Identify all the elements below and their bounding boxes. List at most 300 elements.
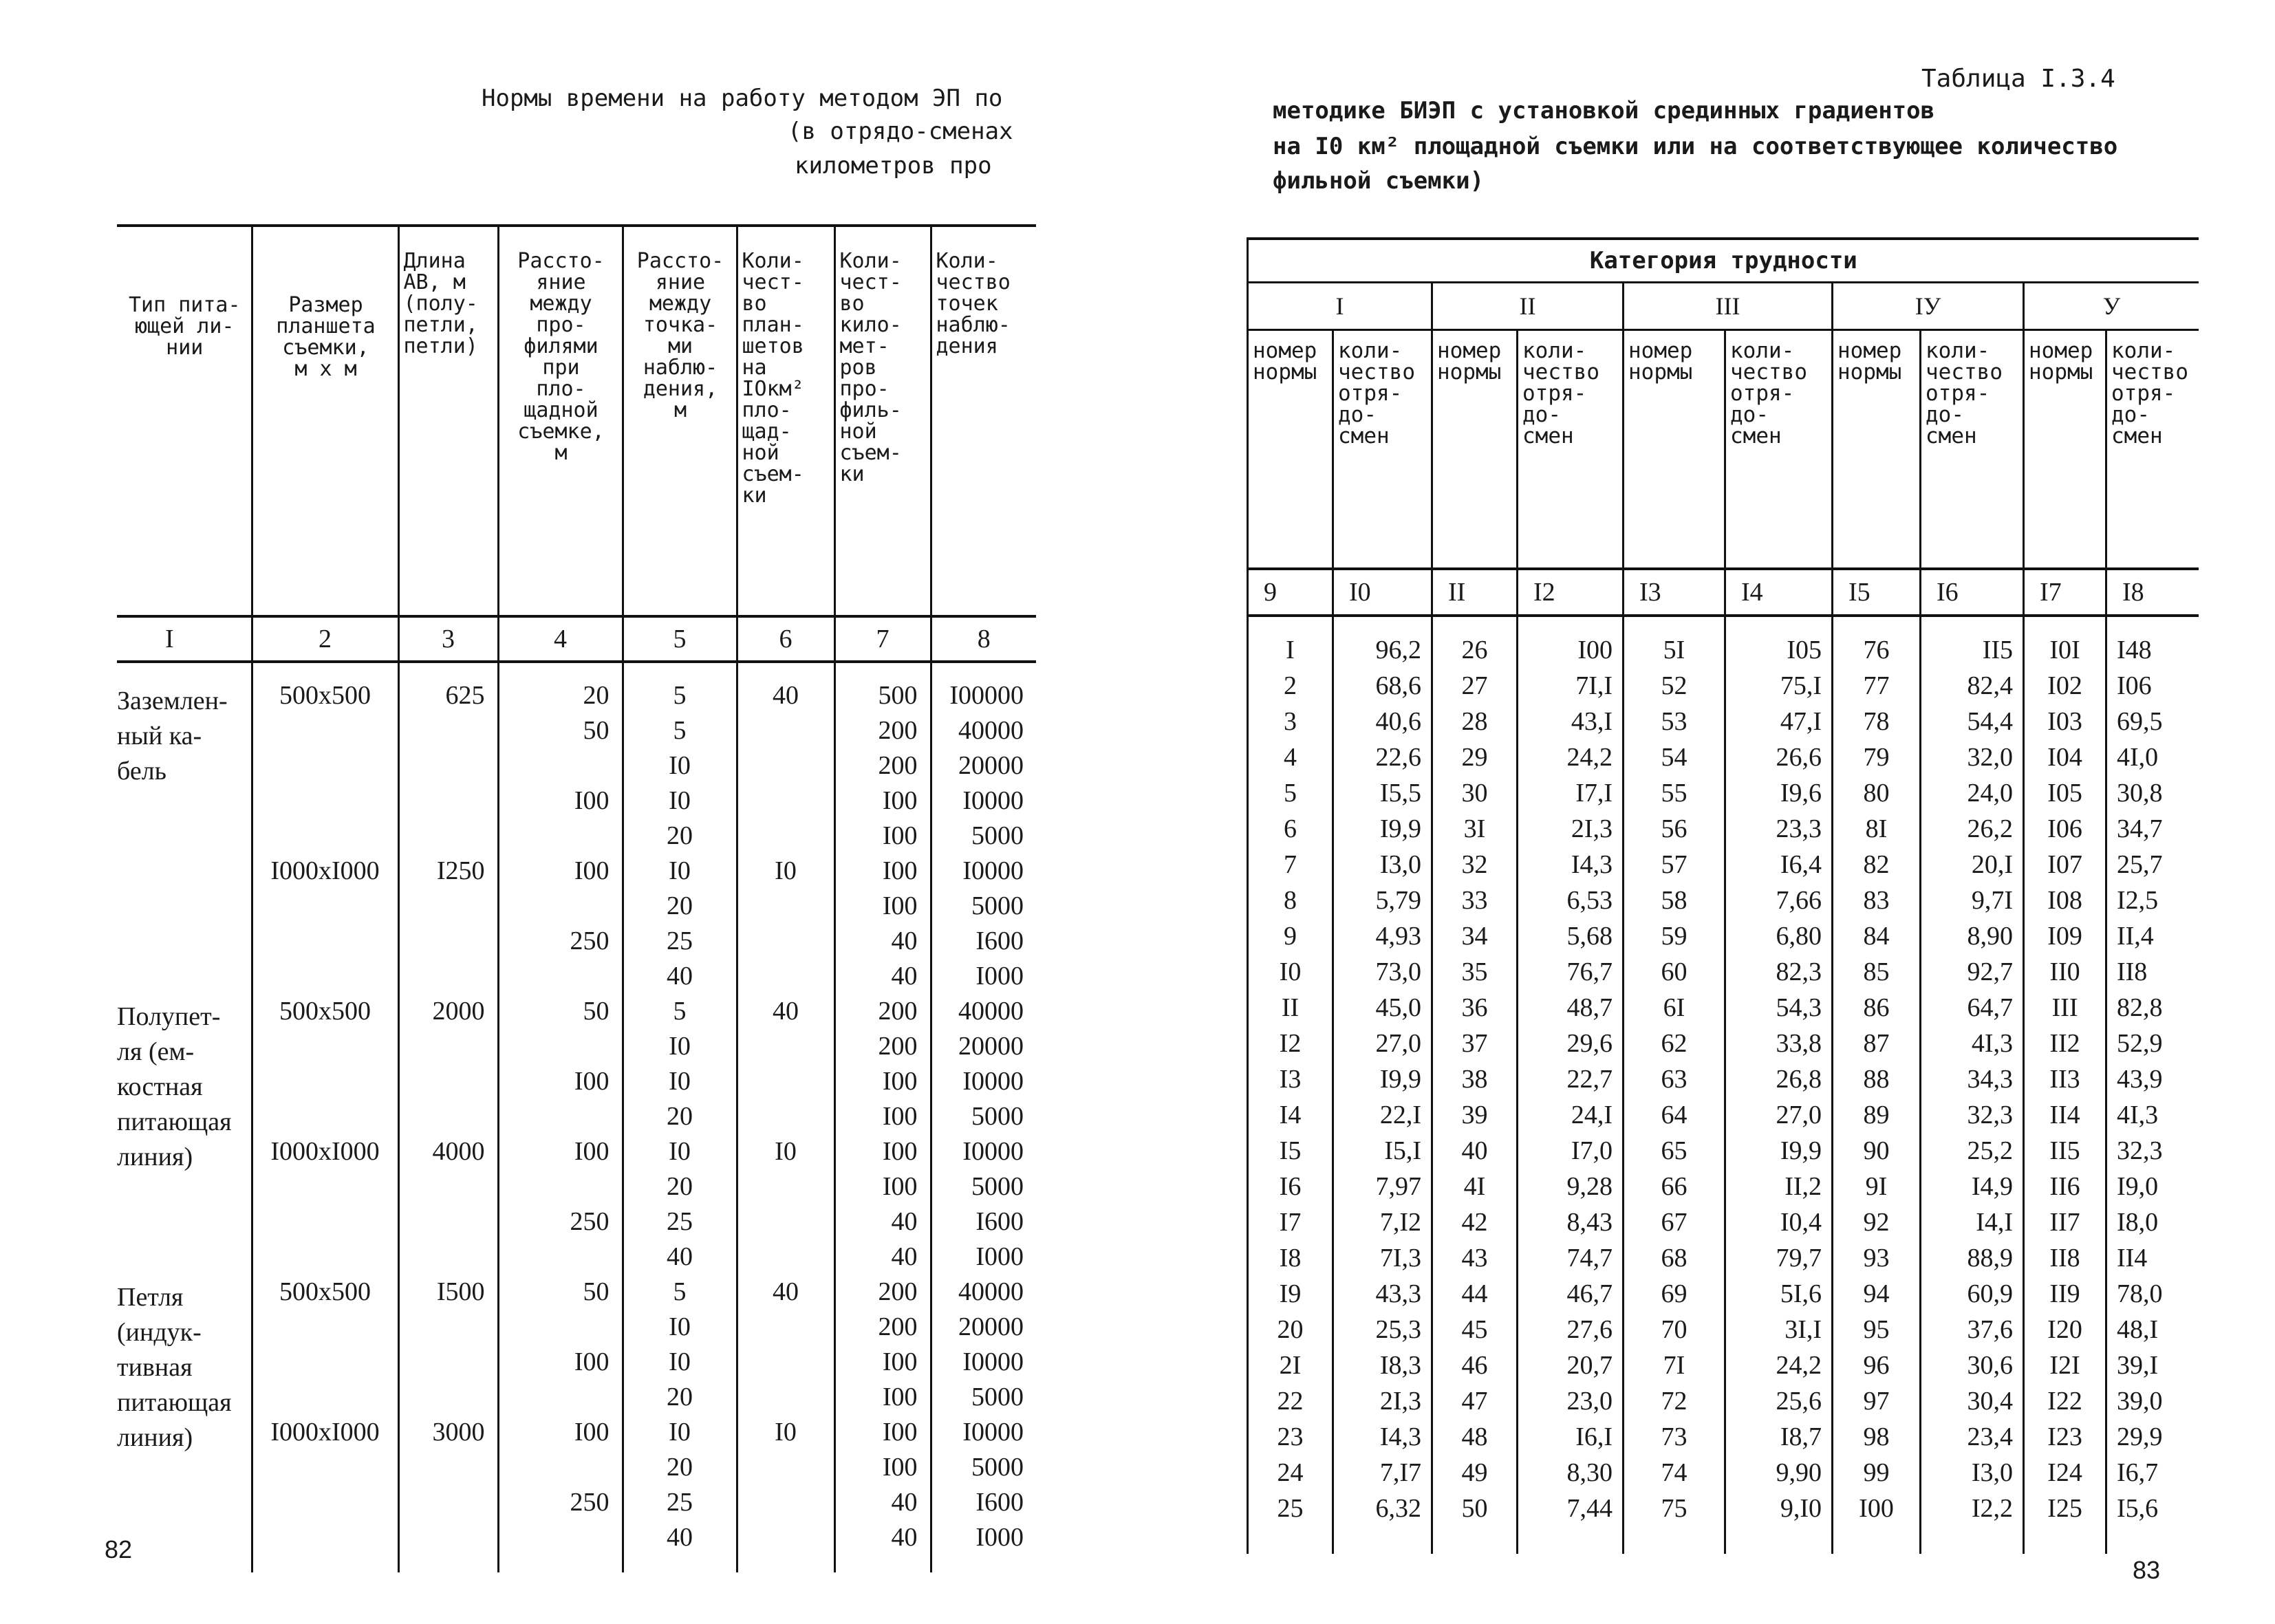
left-cell: 200 bbox=[878, 1277, 918, 1306]
left-cell: I00 bbox=[882, 856, 918, 885]
left-cell: 40 bbox=[891, 1523, 918, 1552]
left-cell: I000 bbox=[975, 1242, 1024, 1271]
right-cell: 96,2 bbox=[1375, 636, 1421, 664]
right-cell: I5 bbox=[1279, 1136, 1302, 1165]
left-column-number: 8 bbox=[931, 616, 1036, 662]
norm-number-header: номер нормы bbox=[1253, 338, 1317, 385]
right-cell: 36 bbox=[1461, 993, 1488, 1022]
right-cell: 76 bbox=[1863, 636, 1890, 664]
left-cell bbox=[738, 1029, 834, 1064]
right-cell: I5,5 bbox=[1379, 779, 1421, 808]
left-cell bbox=[253, 1520, 398, 1555]
left-cell: I00 bbox=[574, 1418, 610, 1447]
right-cell: 39,0 bbox=[2117, 1387, 2163, 1416]
right-cell: I8,7 bbox=[1780, 1422, 1822, 1451]
right-cell: 9,I0 bbox=[1780, 1494, 1822, 1523]
category-iv: IУ bbox=[1833, 283, 2024, 330]
right-cell: I25 bbox=[2047, 1494, 2082, 1523]
left-cell: 500x500 bbox=[279, 997, 371, 1026]
right-cell: 7 bbox=[1284, 850, 1297, 879]
right-cell: 92 bbox=[1863, 1208, 1890, 1237]
right-cell: 24,0 bbox=[1967, 779, 2013, 808]
right-cell: 39,I bbox=[2117, 1351, 2159, 1380]
line-type-cell bbox=[117, 662, 252, 1572]
right-cell: 98 bbox=[1863, 1422, 1890, 1451]
right-cell: II5 bbox=[2049, 1136, 2080, 1165]
right-cell: I0I bbox=[2049, 636, 2080, 664]
left-cell: 5000 bbox=[971, 1383, 1024, 1411]
left-col-point-distance bbox=[623, 662, 737, 1572]
left-cell bbox=[253, 1169, 398, 1204]
right-cell: 8 bbox=[1284, 886, 1297, 915]
left-col-profile-distance bbox=[498, 662, 623, 1572]
left-cell: 20000 bbox=[958, 751, 1024, 780]
right-cell: I8 bbox=[1279, 1244, 1302, 1273]
right-cell: I9,9 bbox=[1379, 1065, 1421, 1094]
left-cell: 40 bbox=[773, 997, 799, 1026]
norm-number-header: номер нормы bbox=[1624, 330, 1725, 570]
right-cell: 28 bbox=[1461, 707, 1488, 736]
left-cell: I00 bbox=[882, 1418, 918, 1447]
right-cell: I7,I bbox=[1575, 779, 1613, 808]
right-cell: 40,6 bbox=[1375, 707, 1421, 736]
left-cell bbox=[400, 1064, 497, 1099]
left-cell bbox=[400, 1380, 497, 1415]
right-cell: 83 bbox=[1863, 886, 1890, 915]
left-cell: I0000 bbox=[962, 1137, 1024, 1166]
right-cell: 64,7 bbox=[1967, 993, 2013, 1022]
left-cell bbox=[253, 1380, 398, 1415]
right-column-number: I0 bbox=[1333, 569, 1432, 616]
left-cell: 25 bbox=[667, 927, 693, 955]
right-cell: 30,6 bbox=[1967, 1351, 2013, 1380]
right-cell: I22 bbox=[2047, 1387, 2082, 1416]
left-cell bbox=[738, 1450, 834, 1485]
left-col-ab-length bbox=[398, 662, 498, 1572]
left-cell bbox=[253, 1029, 398, 1064]
left-cell bbox=[400, 1029, 497, 1064]
right-cell: 54,4 bbox=[1967, 707, 2013, 736]
left-cell: I00 bbox=[882, 1172, 918, 1201]
left-cell bbox=[738, 1064, 834, 1099]
right-cell: 33 bbox=[1461, 886, 1488, 915]
right-cell: I09 bbox=[2047, 922, 2082, 951]
left-col-profile-km bbox=[834, 662, 931, 1572]
right-cell: II0 bbox=[2049, 957, 2080, 986]
left-cell bbox=[738, 924, 834, 959]
left-cell bbox=[253, 1239, 398, 1275]
left-cell: 500x500 bbox=[279, 1277, 371, 1306]
right-cell: 37 bbox=[1461, 1029, 1488, 1058]
right-cell: 8I bbox=[1865, 814, 1888, 843]
right-cell: 5I,6 bbox=[1780, 1279, 1822, 1308]
right-cell: 5 bbox=[1284, 779, 1297, 808]
right-cell: I6,I bbox=[1575, 1422, 1613, 1451]
shift-count-column bbox=[1333, 616, 1432, 1554]
right-cell: 99 bbox=[1863, 1458, 1890, 1487]
right-column-number: I2 bbox=[1518, 569, 1624, 616]
left-column-number: I bbox=[117, 616, 252, 662]
right-cell: I06 bbox=[2047, 814, 2082, 843]
left-cell: I000xI000 bbox=[270, 856, 380, 885]
left-header-row bbox=[117, 226, 1036, 616]
right-cell: 56 bbox=[1661, 814, 1688, 843]
left-cell bbox=[400, 889, 497, 924]
left-title-line-3: километров про bbox=[795, 152, 992, 180]
norm-number-column bbox=[2024, 616, 2106, 1554]
left-cell bbox=[400, 748, 497, 783]
right-cell: 75 bbox=[1661, 1494, 1688, 1523]
left-cell bbox=[738, 713, 834, 748]
left-cell bbox=[400, 959, 497, 994]
right-cell: 43,3 bbox=[1375, 1279, 1421, 1308]
right-cell: 46 bbox=[1461, 1351, 1488, 1380]
right-cell: 7I bbox=[1663, 1351, 1685, 1380]
right-cell: 4I bbox=[1463, 1172, 1486, 1201]
right-cell: 60 bbox=[1661, 957, 1688, 986]
right-cell: II9 bbox=[2049, 1279, 2080, 1308]
right-title-line-3: фильной съемки) bbox=[1273, 167, 1485, 195]
left-cell: 50 bbox=[583, 997, 610, 1026]
right-cell: I03 bbox=[2047, 707, 2082, 736]
right-cell: 82 bbox=[1863, 850, 1890, 879]
right-cell: 6,32 bbox=[1375, 1494, 1421, 1523]
col-header-point-distance: Рассто- яние между точка- ми наблю- дения, м bbox=[623, 226, 737, 616]
right-cell: 25 bbox=[1277, 1494, 1304, 1523]
norm-number-column bbox=[1248, 616, 1333, 1554]
right-column-number: I7 bbox=[2024, 569, 2106, 616]
right-cell: I9,6 bbox=[1780, 779, 1822, 808]
left-cell bbox=[738, 819, 834, 854]
right-cell: 43 bbox=[1461, 1244, 1488, 1273]
left-cell bbox=[499, 889, 622, 924]
right-cell: 62 bbox=[1661, 1029, 1688, 1058]
right-cell: 69 bbox=[1661, 1279, 1688, 1308]
right-cell: 26,2 bbox=[1967, 814, 2013, 843]
norm-number-header: номер нормы bbox=[1432, 330, 1518, 570]
right-cell: 60,9 bbox=[1967, 1279, 2013, 1308]
left-cell: 20000 bbox=[958, 1312, 1024, 1341]
right-body-row bbox=[1248, 616, 2199, 1554]
shift-count-column bbox=[1518, 616, 1624, 1554]
right-cell: I48 bbox=[2117, 636, 2152, 664]
right-cell: I4,3 bbox=[1379, 1422, 1421, 1451]
left-cell bbox=[499, 1169, 622, 1204]
left-cell: I0 bbox=[669, 786, 691, 815]
left-column-number-row bbox=[117, 616, 1036, 662]
left-cell bbox=[253, 924, 398, 959]
left-title-line-2: (в отрядо-сменах bbox=[788, 118, 1013, 145]
right-cell: 45,0 bbox=[1375, 993, 1421, 1022]
right-cell: 24,2 bbox=[1566, 743, 1613, 772]
right-cell: I23 bbox=[2047, 1422, 2082, 1451]
right-cell: 63 bbox=[1661, 1065, 1688, 1094]
right-cell: 47 bbox=[1461, 1387, 1488, 1416]
left-cell: 5 bbox=[673, 716, 687, 745]
right-cell: 85 bbox=[1863, 957, 1890, 986]
right-cell: 26,8 bbox=[1776, 1065, 1822, 1094]
left-cell: 40 bbox=[891, 1242, 918, 1271]
category-row bbox=[1248, 283, 2199, 330]
right-cell: 96 bbox=[1863, 1351, 1890, 1380]
right-cell: II6 bbox=[2049, 1172, 2080, 1201]
left-cell: 20 bbox=[667, 891, 693, 920]
right-cell: 9,90 bbox=[1776, 1458, 1822, 1487]
left-cell: 40 bbox=[891, 962, 918, 990]
left-col-point-count bbox=[931, 662, 1036, 1572]
left-cell: 25 bbox=[667, 1207, 693, 1236]
right-cell: II5 bbox=[1982, 636, 2013, 664]
left-cell: 40000 bbox=[958, 1277, 1024, 1306]
left-cell bbox=[738, 1380, 834, 1415]
right-cell: II7 bbox=[2049, 1208, 2080, 1237]
left-cell: 5 bbox=[673, 681, 687, 710]
right-cell: I4 bbox=[1279, 1101, 1302, 1129]
right-cell: 6,80 bbox=[1776, 922, 1822, 951]
right-cell: 7I,I bbox=[1575, 671, 1613, 700]
right-cell: 47,I bbox=[1780, 707, 1822, 736]
left-cell bbox=[738, 1520, 834, 1555]
right-cell: I5,6 bbox=[2117, 1494, 2159, 1523]
right-cell: I8,3 bbox=[1379, 1351, 1421, 1380]
left-cell: I00 bbox=[882, 1347, 918, 1376]
right-cell: I02 bbox=[2047, 671, 2082, 700]
left-cell: I0 bbox=[669, 856, 691, 885]
right-title-line-2: на I0 км² площадной съемки или на соответствующее количество bbox=[1273, 133, 2118, 160]
left-cell: I0 bbox=[669, 1067, 691, 1096]
left-cell bbox=[253, 1485, 398, 1520]
right-cell: I24 bbox=[2047, 1458, 2082, 1487]
right-column-number: I4 bbox=[1725, 569, 1833, 616]
right-cell: I7,0 bbox=[1571, 1136, 1613, 1165]
shift-count-column bbox=[1725, 616, 1833, 1554]
col-header-point-count: Коли- чество точек наблю- дения bbox=[931, 226, 1036, 616]
left-cell bbox=[400, 1099, 497, 1134]
left-cell: I00 bbox=[882, 1383, 918, 1411]
right-cell: I9,9 bbox=[1780, 1136, 1822, 1165]
right-cell: I4,3 bbox=[1571, 850, 1613, 879]
right-cell: 27,0 bbox=[1375, 1029, 1421, 1058]
col-header-plot-size: Размер планшета съемки, м х м bbox=[252, 226, 398, 616]
left-cell: 20 bbox=[667, 1383, 693, 1411]
left-cell bbox=[738, 748, 834, 783]
left-cell: I0 bbox=[669, 1032, 691, 1061]
left-cell: 40 bbox=[891, 1207, 918, 1236]
left-cell: 250 bbox=[570, 1488, 610, 1517]
left-cell: I0 bbox=[775, 856, 797, 885]
right-cell: 35 bbox=[1461, 957, 1488, 986]
left-cell: 40000 bbox=[958, 997, 1024, 1026]
right-cell: 4I,3 bbox=[1971, 1029, 2013, 1058]
left-cell: 40 bbox=[667, 1242, 693, 1271]
right-cell: I04 bbox=[2047, 743, 2082, 772]
right-cell: 92,7 bbox=[1967, 957, 2013, 986]
right-cell: 27,6 bbox=[1566, 1315, 1613, 1344]
right-column-number: II bbox=[1432, 569, 1518, 616]
left-cell bbox=[253, 1345, 398, 1380]
left-cell: 5000 bbox=[971, 1453, 1024, 1482]
left-cell: I0 bbox=[669, 1347, 691, 1376]
left-column-number: 3 bbox=[398, 616, 498, 662]
left-cell: I0000 bbox=[962, 786, 1024, 815]
left-cell: I00 bbox=[882, 1137, 918, 1166]
right-cell: 3I bbox=[1463, 814, 1486, 843]
right-cell: 46,7 bbox=[1566, 1279, 1613, 1308]
left-page-number: 82 bbox=[105, 1535, 133, 1563]
col-header-line-type: Тип пита- ющей ли- нии bbox=[128, 293, 241, 360]
right-cell: 23,0 bbox=[1566, 1387, 1613, 1416]
left-cell bbox=[738, 1485, 834, 1520]
left-cell: I000 bbox=[975, 1523, 1024, 1552]
right-cell: 25,7 bbox=[2117, 850, 2163, 879]
right-cell: II,4 bbox=[2117, 922, 2154, 951]
left-cell: 20 bbox=[667, 1102, 693, 1131]
left-cell: I00 bbox=[574, 856, 610, 885]
right-cell: I00 bbox=[1577, 636, 1613, 664]
left-cell: I00 bbox=[574, 1067, 610, 1096]
right-cell: 22,I bbox=[1379, 1101, 1421, 1129]
right-cell: I0 bbox=[1279, 957, 1302, 986]
left-cell: 40 bbox=[891, 927, 918, 955]
shift-count-header: коли- чество отря- до- смен bbox=[1725, 330, 1833, 570]
left-cell: 40 bbox=[773, 1277, 799, 1306]
right-cell: 24 bbox=[1277, 1458, 1304, 1487]
left-cell bbox=[738, 1204, 834, 1239]
left-cell: I0000 bbox=[962, 856, 1024, 885]
left-cell bbox=[400, 783, 497, 819]
left-cell bbox=[400, 1450, 497, 1485]
shift-count-column bbox=[2106, 616, 2199, 1554]
right-cell: 30,8 bbox=[2117, 779, 2163, 808]
left-cell: I0 bbox=[669, 1418, 691, 1447]
left-cell: I00 bbox=[882, 786, 918, 815]
left-cell: I00 bbox=[574, 786, 610, 815]
right-cell: 82,4 bbox=[1967, 671, 2013, 700]
right-cell: 80 bbox=[1863, 779, 1890, 808]
left-cell bbox=[499, 1520, 622, 1555]
right-cell: I3,0 bbox=[1379, 850, 1421, 879]
right-cell: 67 bbox=[1661, 1208, 1688, 1237]
right-cell: 9,28 bbox=[1566, 1172, 1613, 1201]
left-cell: 40 bbox=[667, 962, 693, 990]
right-cell: I4,9 bbox=[1971, 1172, 2013, 1201]
left-cell bbox=[400, 1204, 497, 1239]
left-cell bbox=[253, 819, 398, 854]
left-cell: 5000 bbox=[971, 821, 1024, 850]
right-cell: 72 bbox=[1661, 1387, 1688, 1416]
left-cell: I250 bbox=[436, 856, 485, 885]
right-cell: 23,4 bbox=[1967, 1422, 2013, 1451]
right-cell: 20,7 bbox=[1566, 1351, 1613, 1380]
right-cell: 30 bbox=[1461, 779, 1488, 808]
left-cell: 200 bbox=[878, 716, 918, 745]
right-cell: 34 bbox=[1461, 922, 1488, 951]
right-cell: 90 bbox=[1863, 1136, 1890, 1165]
left-cell: 40 bbox=[773, 681, 799, 710]
left-cell: 200 bbox=[878, 1032, 918, 1061]
right-cell: 32,3 bbox=[2117, 1136, 2163, 1165]
right-cell: 45 bbox=[1461, 1315, 1488, 1344]
left-cell bbox=[738, 889, 834, 924]
right-cell: 44 bbox=[1461, 1279, 1488, 1308]
right-cell: 43,9 bbox=[2117, 1065, 2163, 1094]
left-cell: I500 bbox=[436, 1277, 485, 1306]
right-cell: 7,I2 bbox=[1379, 1208, 1421, 1237]
shift-count-header: коли- чество отря- до- смен bbox=[1518, 330, 1624, 570]
right-cell: 55 bbox=[1661, 779, 1688, 808]
right-cell: I2,5 bbox=[2117, 886, 2159, 915]
right-cell: 9I bbox=[1865, 1172, 1888, 1201]
right-cell: 54,3 bbox=[1776, 993, 1822, 1022]
right-cell: 22,7 bbox=[1566, 1065, 1613, 1094]
left-cell: 20000 bbox=[958, 1032, 1024, 1061]
right-cell: 9 bbox=[1284, 922, 1297, 951]
right-cell: 4I,3 bbox=[2117, 1101, 2159, 1129]
right-cell: 32,3 bbox=[1967, 1101, 2013, 1129]
right-cell: II bbox=[1281, 993, 1300, 1022]
right-cell: 93 bbox=[1863, 1244, 1890, 1273]
left-cell bbox=[738, 1239, 834, 1275]
shift-count-header: коли- чество отря- до- смен bbox=[1333, 330, 1432, 570]
right-cell: 94 bbox=[1863, 1279, 1890, 1308]
left-cell: I00000 bbox=[949, 681, 1024, 710]
left-cell bbox=[738, 783, 834, 819]
right-cell: 48,I bbox=[2117, 1315, 2159, 1344]
left-cell bbox=[499, 819, 622, 854]
right-cell: I bbox=[1286, 636, 1295, 664]
left-cell bbox=[400, 924, 497, 959]
right-cell: 25,6 bbox=[1776, 1387, 1822, 1416]
left-cell: I0 bbox=[669, 1312, 691, 1341]
right-cell: 88,9 bbox=[1967, 1244, 2013, 1273]
left-cell: I0000 bbox=[962, 1418, 1024, 1447]
right-cell: 43,I bbox=[1571, 707, 1613, 736]
right-cell: 25,2 bbox=[1967, 1136, 2013, 1165]
left-cell: I000xI000 bbox=[270, 1418, 380, 1447]
right-cell: I08 bbox=[2047, 886, 2082, 915]
left-cell bbox=[738, 1345, 834, 1380]
norm-number-column bbox=[1833, 616, 1921, 1554]
right-cell: 70 bbox=[1661, 1315, 1688, 1344]
right-cell: II,2 bbox=[1785, 1172, 1822, 1201]
right-cell: I7 bbox=[1279, 1208, 1302, 1237]
left-cell: 625 bbox=[445, 681, 485, 710]
left-cell bbox=[400, 1310, 497, 1345]
left-cell bbox=[253, 713, 398, 748]
right-cell: 2 bbox=[1284, 671, 1297, 700]
right-cell: 7,44 bbox=[1566, 1494, 1613, 1523]
subheader-row bbox=[1248, 330, 2199, 570]
right-cell: 23 bbox=[1277, 1422, 1304, 1451]
line-type-label: Петля (индук- тивная питающая линия) bbox=[117, 1283, 232, 1452]
right-cell: 79,7 bbox=[1776, 1244, 1822, 1273]
right-cell: III bbox=[2051, 993, 2078, 1022]
left-cell bbox=[400, 1485, 497, 1520]
left-cell: I00 bbox=[882, 1102, 918, 1131]
right-cell: I9,0 bbox=[2117, 1172, 2159, 1201]
left-cell: 40000 bbox=[958, 716, 1024, 745]
left-cell: 5 bbox=[673, 997, 687, 1026]
left-column-number: 7 bbox=[834, 616, 931, 662]
right-cell: 6 bbox=[1284, 814, 1297, 843]
right-cell: I5,I bbox=[1384, 1136, 1421, 1165]
right-cell: I0,4 bbox=[1780, 1208, 1822, 1237]
right-cell: 25,3 bbox=[1375, 1315, 1421, 1344]
category-header: Категория трудности bbox=[1248, 239, 2199, 283]
right-cell: 88 bbox=[1863, 1065, 1890, 1094]
norm-number-column bbox=[1624, 616, 1725, 1554]
right-cell: 38 bbox=[1461, 1065, 1488, 1094]
